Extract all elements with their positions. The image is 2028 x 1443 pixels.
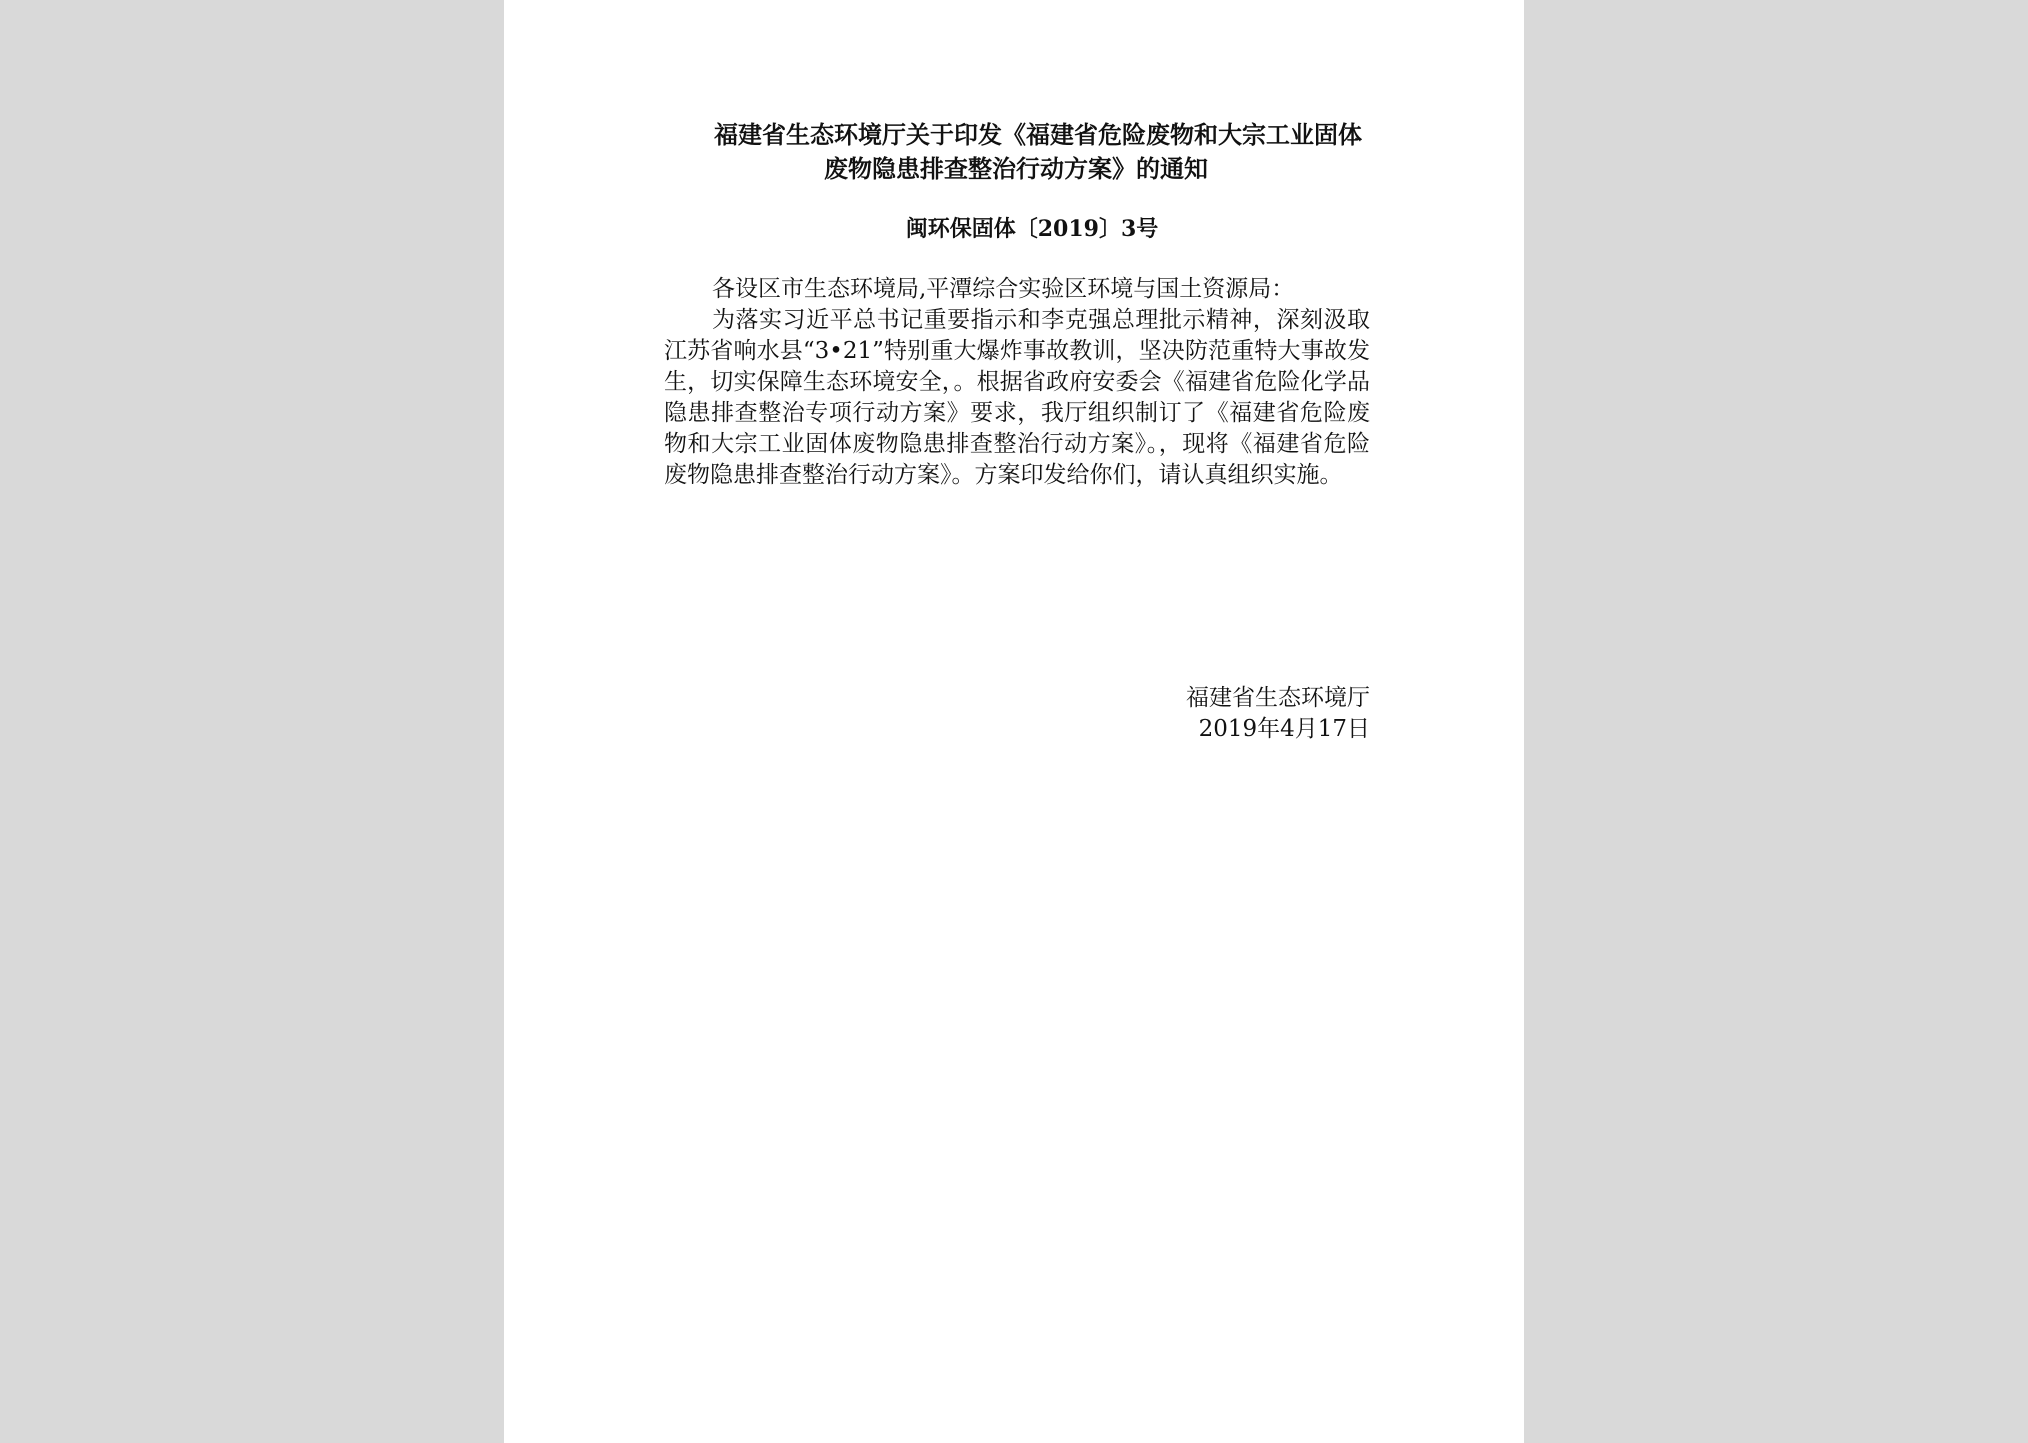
title-line-1: 福建省生态环境厅关于印发《福建省危险废物和大宗工业固体 <box>714 120 1362 149</box>
title-line-2: 废物隐患排查整治行动方案》的通知 <box>824 154 1208 183</box>
signature-date: 2019年4月17日 <box>1198 716 1370 742</box>
document-body <box>664 274 1370 491</box>
document-page <box>504 0 1524 1443</box>
body-paragraph: 为落实习近平总书记重要指示和李克强总理批示精神，深刻汲取江苏省响水县“3•21”特别重大爆炸事故教训，坚决防范重特大事故发生，切实保障生态环境安全，。根据省政府安委会《福建省危险化学品隐患排查整治专项行动方案》要求，我厅组织制订了《福建省危险废物和大宗工业固体废物隐患排查整治行动方案》。，现将《福建省危险废物隐患排查整治行动方案》。方案印发给你们，请认真组织实施。 <box>664 307 1370 488</box>
salutation: 各设区市生态环境局,平潭综合实验区环境与国土资源局： <box>712 276 1295 302</box>
signature-block <box>664 683 1370 745</box>
document-title <box>664 118 1370 186</box>
document-content <box>664 118 1370 742</box>
document-number: 闽环保固体〔2019〕3号 <box>905 216 1159 242</box>
signature-org: 福建省生态环境厅 <box>1186 685 1370 711</box>
